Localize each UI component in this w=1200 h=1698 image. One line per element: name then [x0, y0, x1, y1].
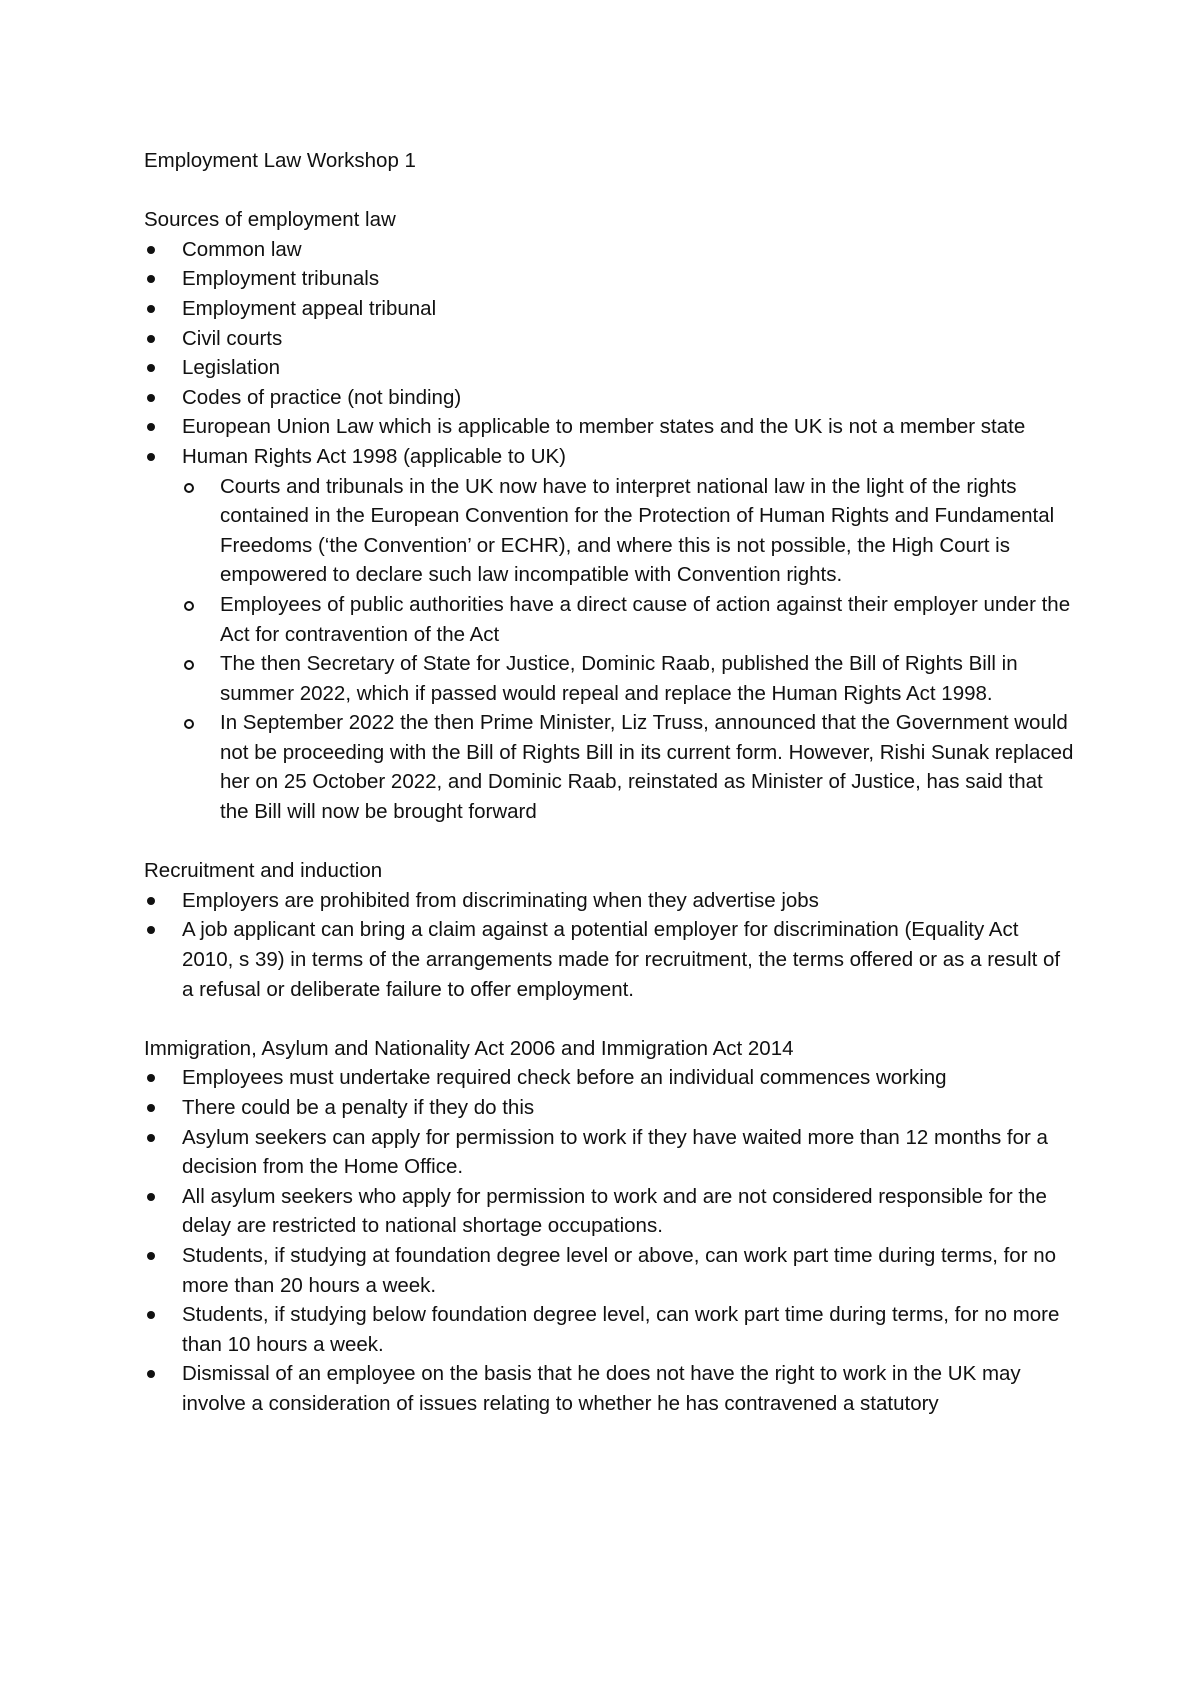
- bullet-list: [144, 1063, 1074, 1418]
- list-item: All asylum seekers who apply for permission to work and are not considered responsible for the delay are restricted to national shortage occupations.: [144, 1182, 1074, 1241]
- list-item: Employers are prohibited from discriminating when they advertise jobs: [144, 886, 1074, 916]
- spacer: [144, 176, 1074, 206]
- list-item: Employment appeal tribunal: [144, 294, 1074, 324]
- list-item: Asylum seekers can apply for permission to work if they have waited more than 12 months for a decision from the Home Office.: [144, 1123, 1074, 1182]
- section-heading: Recruitment and induction: [144, 859, 383, 883]
- list-item: Dismissal of an employee on the basis that he does not have the right to work in the UK may involve a consideration of issues relating to whether he has contravened a statutory: [144, 1359, 1074, 1418]
- sub-bullet-list: [182, 472, 1074, 827]
- list-item: European Union Law which is applicable to member states and the UK is not a member state: [144, 412, 1074, 442]
- section-heading: Immigration, Asylum and Nationality Act 2006 and Immigration Act 2014: [144, 1036, 794, 1060]
- document-body: [144, 146, 1074, 1419]
- list-item-text: Human Rights Act 1998 (applicable to UK): [182, 444, 567, 468]
- bullet-list: [144, 886, 1074, 1004]
- sub-list-item: The then Secretary of State for Justice, Dominic Raab, published the Bill of Rights Bill in summer 2022, which if passed would repeal and replace the Human Rights Act 1998.: [182, 649, 1074, 708]
- list-item: Common law: [144, 235, 1074, 265]
- list-item: There could be a penalty if they do this: [144, 1093, 1074, 1123]
- sub-list-item: Courts and tribunals in the UK now have to interpret national law in the light of the rights contained in the European Convention for the Protection of Human Rights and Fundamental Freedoms (‘the Convention’ or ECHR), and where this is not possible, the High Court is empowered to declare such law incompatible with Convention rights.: [182, 472, 1074, 590]
- list-item: A job applicant can bring a claim against a potential employer for discrimination (Equality Act 2010, s 39) in terms of the arrangements made for recruitment, the terms offered or as a result of a refusal or deliberate failure to offer employment.: [144, 915, 1074, 1004]
- bullet-list: [144, 235, 1074, 827]
- list-item: [144, 442, 1074, 827]
- sub-list-item: Employees of public authorities have a direct cause of action against their employer under the Act for contravention of the Act: [182, 590, 1074, 649]
- sub-list-item: In September 2022 the then Prime Minister, Liz Truss, announced that the Government would not be proceeding with the Bill of Rights Bill in its current form. However, Rishi Sunak replaced her on 25 October 2022, and Dominic Raab, reinstated as Minister of Justice, has said that the Bill will now be brought forward: [182, 708, 1074, 826]
- list-item: Civil courts: [144, 324, 1074, 354]
- spacer: [144, 827, 1074, 857]
- list-item: Students, if studying below foundation degree level, can work part time during terms, for no more than 10 hours a week.: [144, 1300, 1074, 1359]
- list-item: Students, if studying at foundation degree level or above, can work part time during terms, for no more than 20 hours a week.: [144, 1241, 1074, 1300]
- list-item: Employees must undertake required check before an individual commences working: [144, 1063, 1074, 1093]
- document-title: Employment Law Workshop 1: [144, 149, 416, 172]
- list-item: Employment tribunals: [144, 264, 1074, 294]
- section-heading: Sources of employment law: [144, 208, 396, 232]
- spacer: [144, 1004, 1074, 1034]
- list-item: Codes of practice (not binding): [144, 383, 1074, 413]
- list-item: Legislation: [144, 353, 1074, 383]
